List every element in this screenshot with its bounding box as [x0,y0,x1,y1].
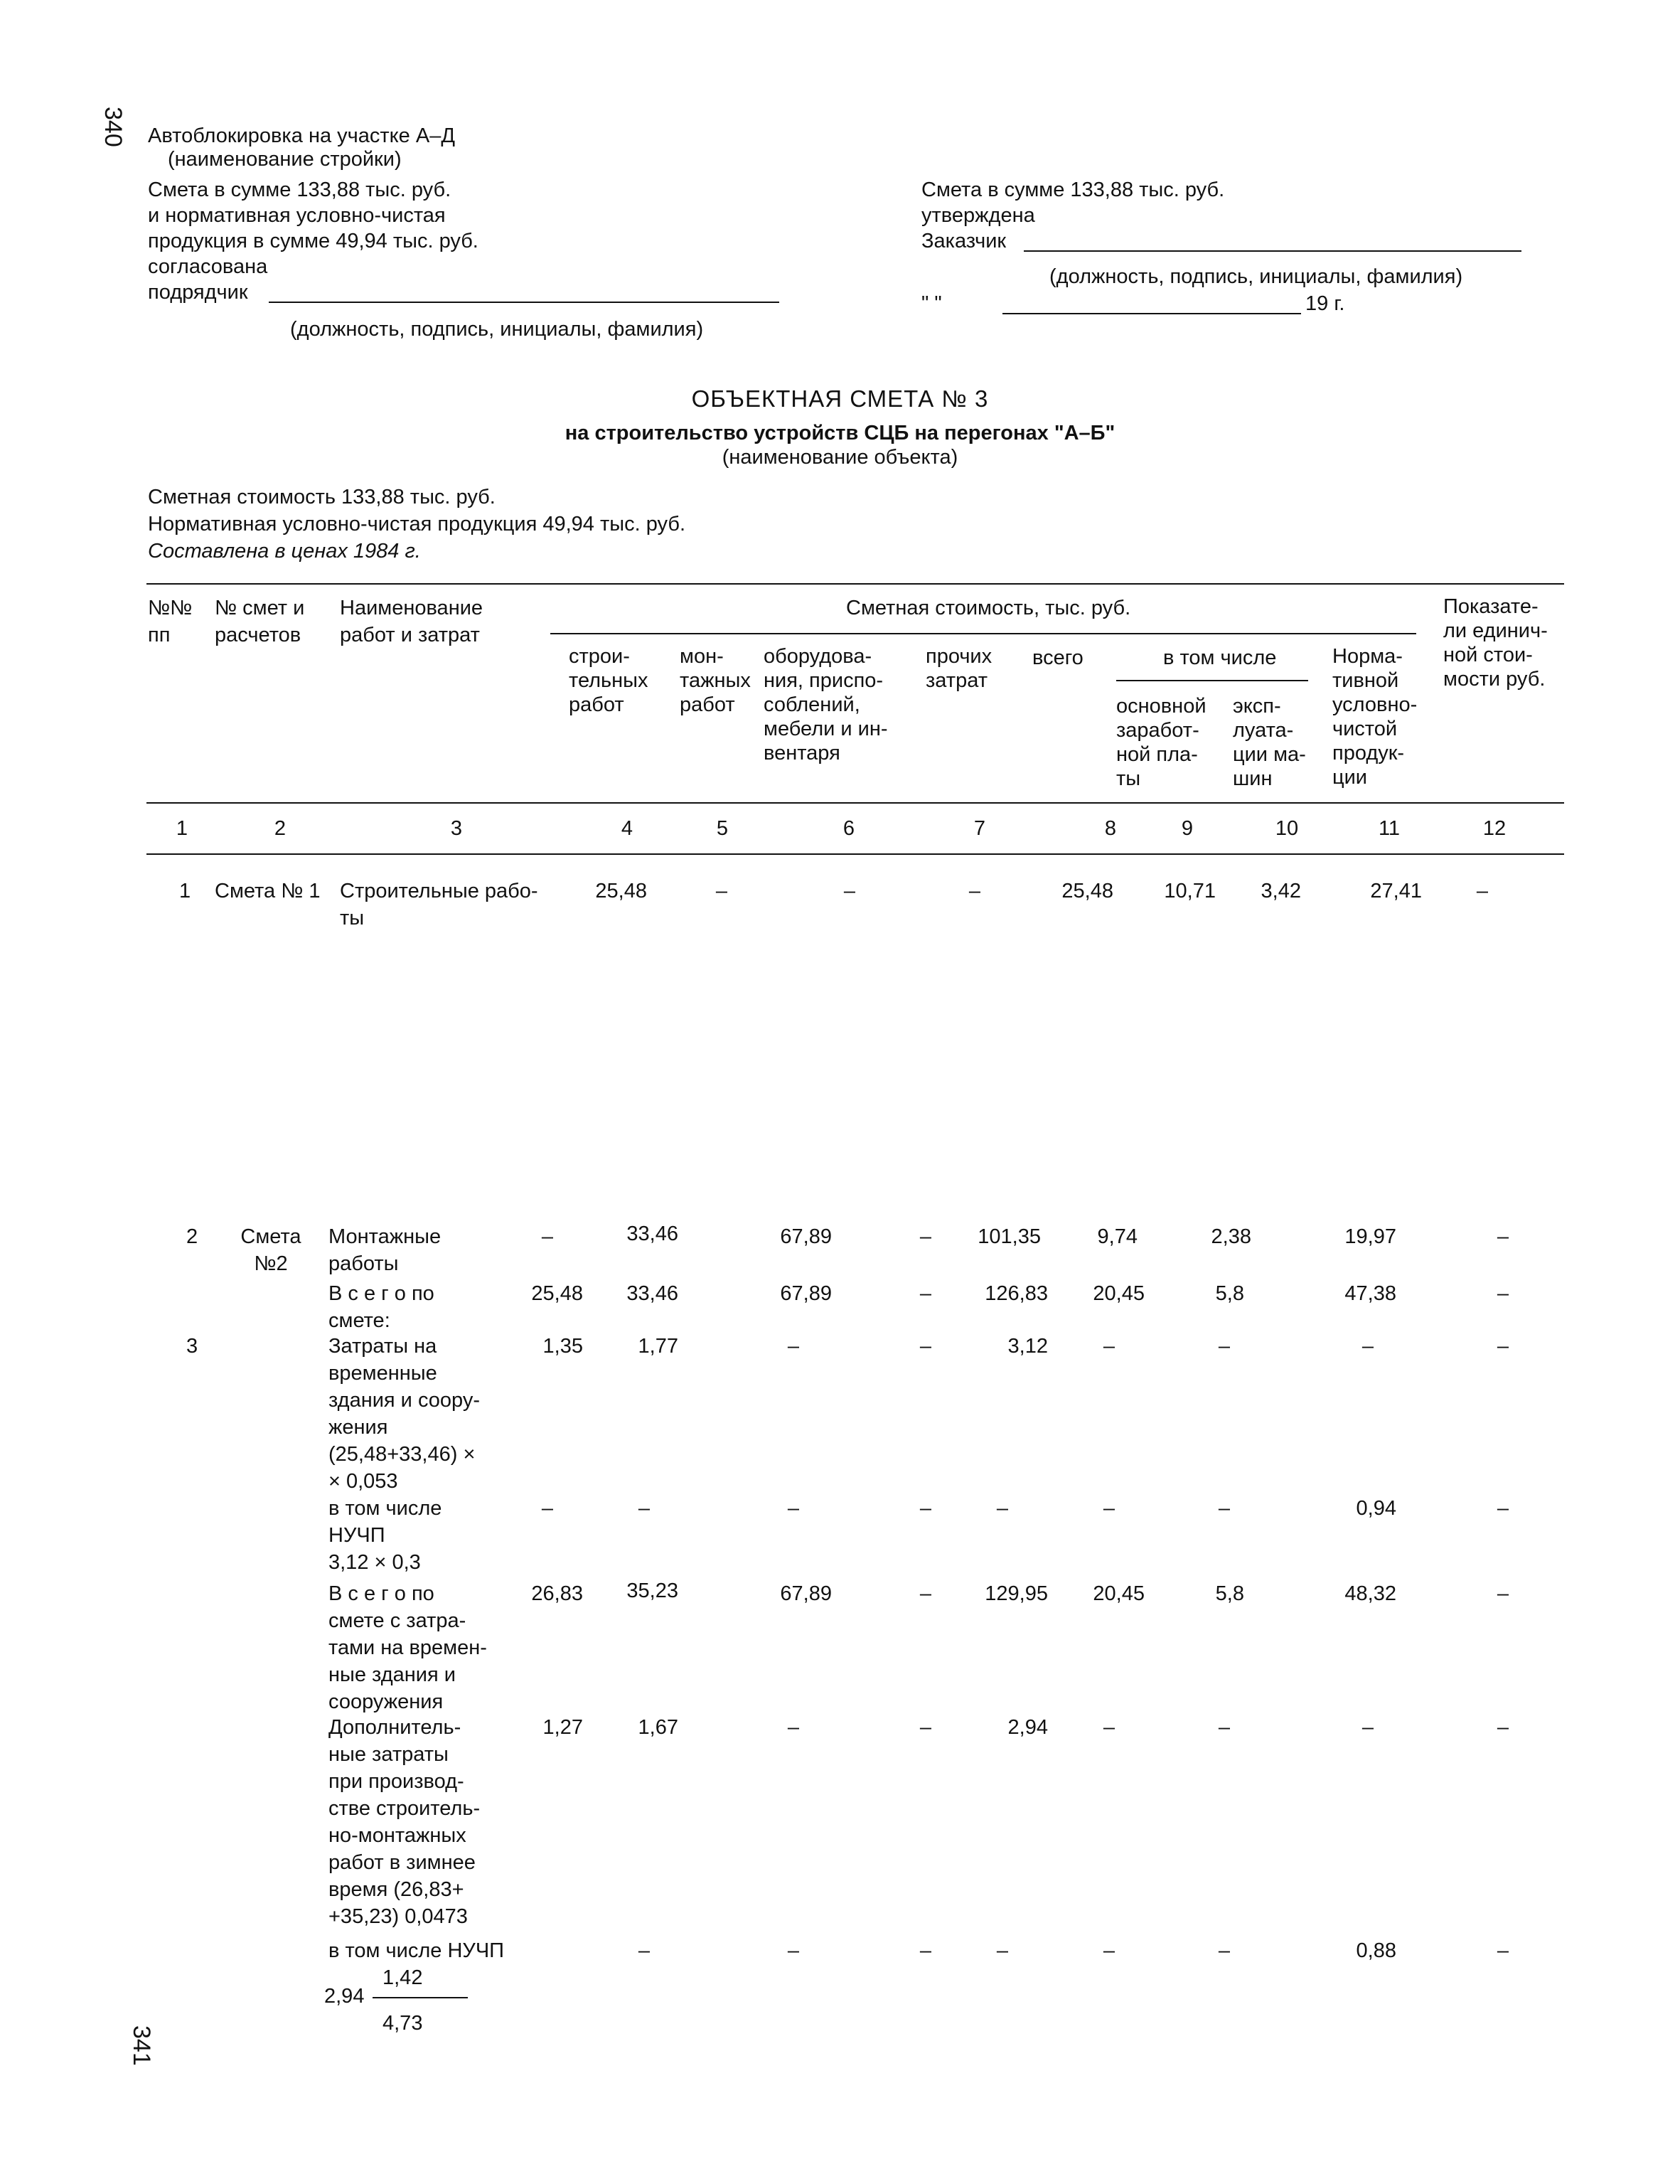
total-row-v4: 25,48 [531,1282,583,1305]
total-with-temp-v8: 129,95 [985,1582,1048,1605]
row2-v9: 9,74 [1097,1225,1138,1248]
row3-v10: – [1218,1335,1231,1358]
date-year: 19 г. [1305,292,1345,315]
total-row-v7: – [919,1282,932,1305]
total-row-v5: 33,46 [626,1282,678,1305]
row1-v4: 25,48 [595,880,647,902]
subgroup-rule [1116,680,1308,681]
total-row-v11: 47,38 [1344,1282,1396,1305]
total-row-name: В с е г о по смете: [328,1282,434,1332]
total-with-temp-v7: – [919,1582,932,1605]
row1-v11: 27,41 [1370,880,1422,902]
construction-name-caption: (наименование стройки) [168,148,402,171]
total-with-temp-v9: 20,45 [1093,1582,1145,1605]
row1-v12: – [1476,880,1489,902]
col-header-2: № смет и расчетов [215,597,305,646]
page-number-bottom: 341 [128,2025,155,2066]
customer-label: Заказчик [921,230,1007,252]
total-row-v9: 20,45 [1093,1282,1145,1305]
total-row-v8: 126,83 [985,1282,1048,1305]
row1-v5: – [715,880,728,902]
col-number: 9 [1181,817,1194,840]
col-number: 2 [274,817,287,840]
total-with-temp-v6: 67,89 [780,1582,832,1605]
fraction-lead: 2,94 [324,1985,365,2008]
row2-v10: 2,38 [1211,1225,1251,1248]
nuchp-winter-v9: – [1218,1939,1231,1962]
fraction-bar [373,1997,468,1998]
col-header-10: эксп- луата- ции ма- шин [1233,695,1306,790]
row1-v8: 25,48 [1061,880,1113,902]
total-with-temp-v10: 5,8 [1215,1582,1244,1605]
customer-signature-line [1024,250,1521,252]
row1-v10: 3,42 [1261,880,1301,902]
total-with-temp-v11: 48,32 [1344,1582,1396,1605]
prices-year: Составлена в ценах 1984 г. [148,540,421,563]
nuchp-row-v7: – [919,1497,932,1520]
row3-v11: – [1361,1335,1374,1358]
numbers-bottom-rule [146,853,1564,855]
col-number: 1 [176,817,188,840]
header-bottom-rule [146,802,1564,804]
row3-v5: 1,77 [638,1335,678,1358]
left-line5: продукция в сумме 49,94 тыс. руб. [148,230,478,252]
table-top-rule [146,583,1564,585]
row3-v8: 3,12 [1007,1335,1048,1358]
estimated-cost: Сметная стоимость 133,88 тыс. руб. [148,486,496,508]
right-approved: утверждена [921,204,1035,227]
col-header-1: №№ пп [148,597,193,646]
col-header-4: строи- тельных работ [569,645,648,716]
row1-v9: 10,71 [1164,880,1216,902]
winter-costs-v5: 1,67 [638,1716,678,1739]
winter-costs-v9: – [1103,1716,1115,1739]
nuchp-row-v12: – [1497,1497,1509,1520]
row1-ref: Смета № 1 [215,880,321,902]
left-estimate-sum: Смета в сумме 133,88 тыс. руб. [148,179,451,201]
winter-costs-v11: – [1361,1716,1374,1739]
total-with-temp-v5: 35,23 [626,1580,678,1602]
row3-name: Затраты на временные здания и соору- жения (25,48+33,46) × × 0,053 [328,1335,480,1493]
col-header-8: всего [1032,646,1084,669]
total-with-temp-v4: 26,83 [531,1582,583,1605]
normative-product: Нормативная условно-чистая продукция 49,94 тыс. руб. [148,513,685,536]
col-number: 12 [1482,817,1507,840]
nuchp-row-v8: – [996,1497,1009,1520]
left-line4: и нормативная условно-чистая [148,204,446,227]
nuchp-row-name: в том числе НУЧП 3,12 × 0,3 [328,1497,442,1574]
total-with-temp-v12: – [1497,1582,1509,1605]
row2-v5: 33,46 [626,1222,678,1245]
nuchp-winter-v6: – [919,1939,932,1962]
contractor-signature-caption: (должность, подпись, инициалы, фамилия) [290,318,704,341]
nuchp-row-v9: – [1103,1497,1115,1520]
winter-costs-row-name: Дополнитель- ные затраты при производ- стве строитель- но-монтажных работ в зимнее время (26,83+ +35,23) 0,0473 [328,1716,481,1928]
nuchp-row-v6: – [787,1497,800,1520]
row2-v11: 19,97 [1344,1225,1396,1248]
col-header-6: оборудова- ния, приспо- соблений, мебели и ин- вентаря [764,645,888,765]
total-row-v12: – [1497,1282,1509,1305]
contractor-label: подрядчик [148,281,248,304]
winter-costs-v7: – [919,1716,932,1739]
total-row-v6: 67,89 [780,1282,832,1305]
object-name-caption: (наименование объекта) [722,446,958,469]
winter-costs-v10: – [1218,1716,1231,1739]
col-number: 5 [716,817,729,840]
row2-no: 2 [186,1225,198,1248]
row1-v7: – [968,880,981,902]
object-name: на строительство устройств СЦБ на перегонах "А–Б" [565,422,1115,444]
fraction-denominator: 4,73 [382,2012,423,2035]
row3-v9: – [1103,1335,1115,1358]
group-header: Сметная стоимость, тыс. руб. [846,597,1131,619]
nuchp-winter-v12: – [1497,1939,1509,1962]
fraction-numerator: 1,42 [382,1966,423,1989]
contractor-signature-line [269,302,779,303]
customer-signature-caption: (должность, подпись, инициалы, фамилия) [1049,265,1463,288]
row1-v6: – [843,880,856,902]
date-line [1002,313,1301,314]
page-number-top: 340 [100,107,127,147]
nuchp-row-v5: – [638,1497,651,1520]
col-number: 3 [450,817,463,840]
row2-v4: – [541,1225,554,1248]
total-with-temp-row-name: В с е г о по смете с затра- тами на времен- ные здания и сооружения [328,1582,487,1713]
col-number: 8 [1104,817,1117,840]
row2-v8: 101,35 [978,1225,1041,1248]
row2-ref: Смета №2 [240,1225,301,1275]
row3-v4: 1,35 [542,1335,583,1358]
col-number: 10 [1275,817,1299,840]
nuchp-winter-v7: – [996,1939,1009,1962]
col-header-5: мон- тажных работ [680,645,751,716]
nuchp-winter-v8: – [1103,1939,1115,1962]
row3-v12: – [1497,1335,1509,1358]
col-header-11: Норма- тивной условно- чистой продук- ции [1332,645,1418,789]
group-rule [550,633,1416,634]
construction-name: Автоблокировка на участке А–Д [148,124,455,147]
nuchp-winter-v4: – [638,1939,651,1962]
nuchp-winter-v5: – [787,1939,800,1962]
nuchp-winter-row-name: в том числе НУЧП [328,1939,504,1962]
winter-costs-v12: – [1497,1716,1509,1739]
document-title: ОБЪЕКТНАЯ СМЕТА № 3 [691,385,989,412]
row1-no: 1 [179,880,191,902]
winter-costs-v4: 1,27 [542,1716,583,1739]
right-estimate-sum: Смета в сумме 133,88 тыс. руб. [921,179,1225,201]
row1-name: Строительные рабо- ты [340,880,538,929]
col-number: 4 [621,817,633,840]
row2-v12: – [1497,1225,1509,1248]
winter-costs-v6: – [787,1716,800,1739]
row3-v6: – [787,1335,800,1358]
nuchp-row-v11: 0,94 [1356,1497,1396,1520]
nuchp-row-v10: – [1218,1497,1231,1520]
row2-name: Монтажные работы [328,1225,442,1275]
row2-v6: 67,89 [780,1225,832,1248]
col-number: 7 [973,817,986,840]
nuchp-row-v4: – [541,1497,554,1520]
date-quotes: " " [921,292,942,315]
col-header-12: Показате- ли единич- ной стои- мости руб. [1443,595,1548,691]
total-row-v10: 5,8 [1215,1282,1244,1305]
winter-costs-v8: 2,94 [1007,1716,1048,1739]
col-number: 6 [842,817,855,840]
col-header-9: основной заработ- ной пла- ты [1116,695,1207,790]
col-header-7: прочих затрат [926,645,993,692]
col-number: 11 [1378,817,1401,840]
left-line6: согласована [148,255,268,278]
nuchp-winter-v11: 0,88 [1356,1939,1396,1962]
col-header-3: Наименование работ и затрат [340,597,483,646]
subgroup-header: в том числе [1163,646,1277,669]
row3-v7: – [919,1335,932,1358]
row2-v7: – [919,1225,932,1248]
row3-no: 3 [186,1335,198,1358]
